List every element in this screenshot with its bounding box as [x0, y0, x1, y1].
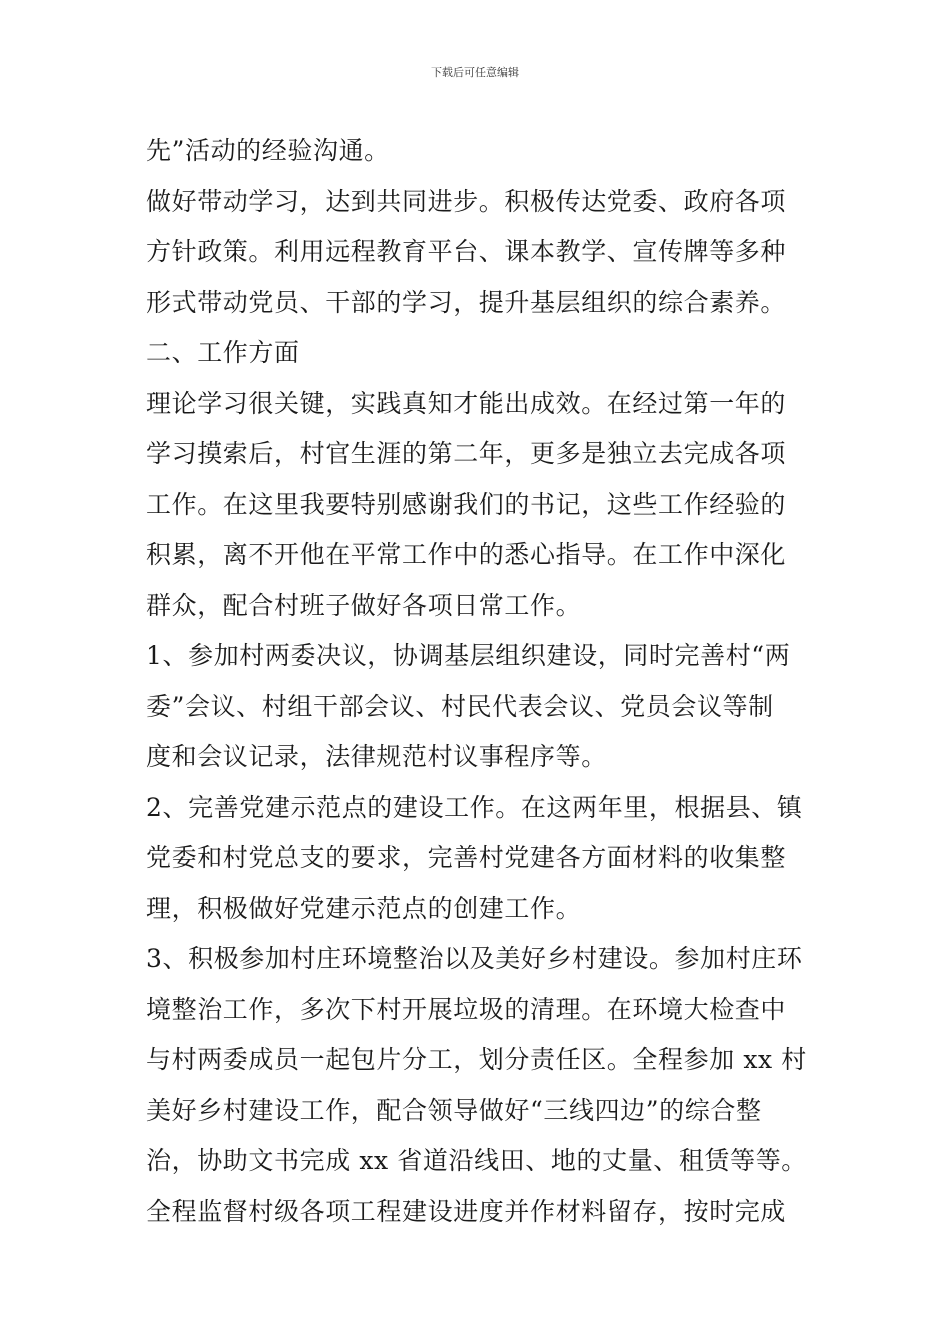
- list-item-3: 3、积极参加村庄环境整治以及美好乡村建设。参加村庄环: [146, 944, 803, 973]
- page-header-note: 下载后可任意编辑: [431, 66, 519, 79]
- text-line: 治，协助文书完成 xx 省道沿线田、地的丈量、租赁等等。: [146, 1146, 807, 1175]
- text-line: 学习摸索后，村官生涯的第二年，更多是独立去完成各项: [146, 439, 787, 468]
- text-line: 美好乡村建设工作，配合领导做好“三线四边”的综合整: [146, 1095, 762, 1125]
- text-line: 理，积极做好党建示范点的创建工作。: [146, 893, 582, 923]
- text-line: 工作。在这里我要特别感谢我们的书记，这些工作经验的: [146, 489, 787, 519]
- text-line: 理论学习很关键，实践真知才能出成效。在经过第一年的: [146, 388, 787, 418]
- list-item-2: 2、完善党建示范点的建设工作。在这两年里，根据县、镇: [146, 792, 803, 822]
- text-line: 与村两委成员一起包片分工，划分责任区。全程参加 xx 村: [146, 1045, 807, 1074]
- text-line: 形式带动党员、干部的学习，提升基层组织的综合素养。: [146, 287, 787, 317]
- text-line: 积累，离不开他在平常工作中的悉心指导。在工作中深化: [146, 540, 787, 569]
- text-line: 全程监督村级各项工程建设进度并作材料留存，按时完成: [146, 1196, 787, 1226]
- text-line: 先”活动的经验沟通。: [146, 136, 390, 165]
- text-line: 群众，配合村班子做好各项日常工作。: [146, 590, 582, 620]
- text-line: 方针政策。利用远程教育平台、课本教学、宣传牌等多种: [146, 237, 787, 266]
- text-line: 党委和村党总支的要求，完善村党建各方面材料的收集整: [146, 843, 787, 872]
- text-line: 度和会议记录，法律规范村议事程序等。: [146, 742, 607, 771]
- list-item-1: 1、参加村两委决议，协调基层组织建设，同时完善村“两: [146, 641, 791, 670]
- section-heading: 二、工作方面: [146, 338, 300, 367]
- text-line: 委”会议、村组干部会议、村民代表会议、党员会议等制: [146, 691, 774, 721]
- text-line: 境整治工作，多次下村开展垃圾的清理。在环境大检查中: [146, 994, 787, 1024]
- text-line: 做好带动学习，达到共同进步。积极传达党委、政府各项: [146, 186, 787, 216]
- document-body: [146, 126, 808, 1237]
